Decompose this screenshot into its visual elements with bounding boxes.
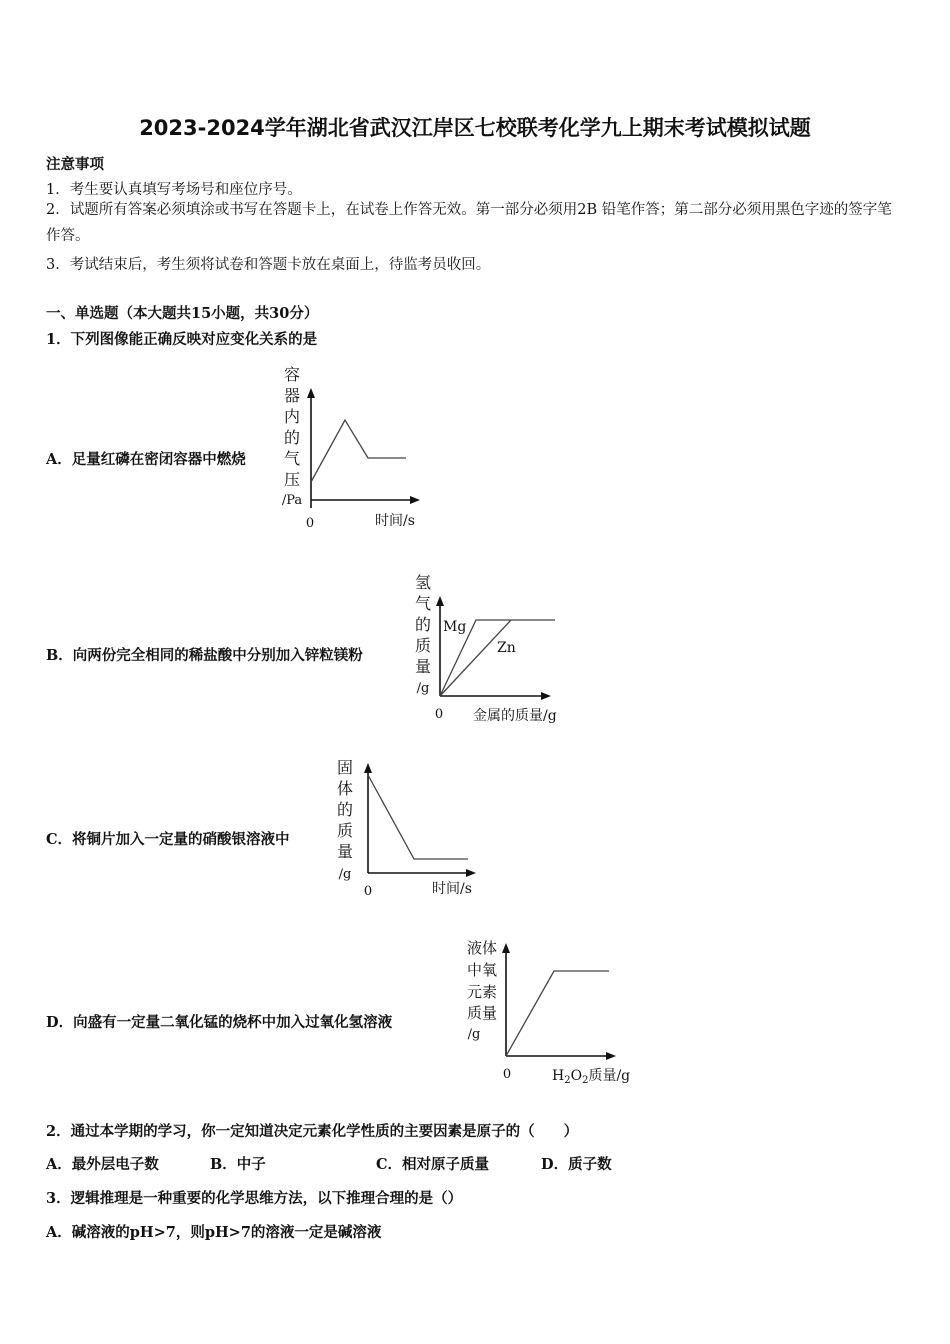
graph-c-y-arrow: [364, 763, 372, 773]
notice-item-1: 1．考生要认真填写考场号和座位序号。: [46, 182, 302, 198]
graph-b: [405, 570, 585, 728]
graph-a-ylabel-char: 内: [283, 407, 301, 426]
graph-a-xlabel: 时间/s: [375, 513, 415, 529]
section-heading: 一、单选题（本大题共15小题，共30分）: [46, 305, 319, 322]
graph-b-series-mg: Mg: [443, 619, 467, 635]
q2-choice-b: B．中子: [210, 1156, 266, 1173]
graph-d-origin: 0: [502, 1067, 512, 1082]
graph-c-origin: 0: [363, 884, 373, 899]
graph-b-y-arrow: [436, 596, 444, 606]
notice-item-3: 3．考试结束后，考生须将试卷和答题卡放在桌面上，待监考员收回。: [46, 257, 491, 273]
graph-b-ylabel-unit: /g: [416, 681, 430, 696]
graph-c-ylabel-char: 的: [336, 800, 354, 819]
graph-a-curve: [311, 420, 406, 482]
graph-d-ylabel-line: 元素: [466, 983, 498, 1001]
graph-d-ylabel-line: 液体: [466, 939, 498, 957]
graph-a-x-arrow: [410, 496, 420, 504]
graph-b-ylabel: [415, 573, 431, 696]
graph-a-ylabel-char: 的: [283, 428, 301, 447]
question-2-stem: 2．通过本学期的学习，你一定知道决定元素化学性质的主要因素是原子的（ ）: [46, 1123, 579, 1140]
graph-a-ylabel-unit: /Pa: [281, 493, 303, 508]
graph-c-ylabel-char: 固: [336, 758, 354, 777]
graph-a-ylabel-char: 压: [283, 470, 301, 489]
graph-a-ylabel-char: 容: [283, 365, 301, 384]
graph-d-ylabel-line: 中氧: [466, 961, 498, 979]
notice-item-2: 2．试题所有答案必须填涂或书写在答题卡上，在试卷上作答无效。第一部分必须用2B 铅笔作答；第二部分必须用黑色字迹的签字笔作答。: [46, 202, 892, 244]
q2-choice-c: C．相对原子质量: [376, 1156, 490, 1173]
graph-b-ylabel-char: 质: [414, 636, 432, 655]
graph-a-ylabel: [282, 365, 303, 508]
q1-option-d-label: D．向盛有一定量二氧化锰的烧杯中加入过氧化氢溶液: [46, 1014, 393, 1031]
q3-choice-a: A．碱溶液的pH>7，则pH>7的溶液一定是碱溶液: [46, 1224, 382, 1241]
graph-d-y-arrow: [502, 943, 510, 953]
graph-d-ylabel-line: 质量: [466, 1004, 498, 1022]
graph-c-ylabel-char: 量: [336, 842, 354, 861]
graph-c-xlabel: 时间/s: [432, 881, 472, 897]
graph-d-curve: [506, 971, 609, 1056]
graph-a-ylabel-char: 器: [283, 386, 301, 405]
graph-d-x-arrow: [606, 1052, 616, 1060]
graph-b-x-arrow: [541, 692, 551, 700]
graph-c-curve: [368, 775, 468, 859]
q1-option-b-label: B．向两份完全相同的稀盐酸中分别加入锌粒镁粉: [46, 647, 363, 664]
q2-choice-a: A．最外层电子数: [46, 1156, 159, 1173]
graph-b-ylabel-char: 量: [414, 657, 432, 676]
graph-b-origin: 0: [434, 707, 444, 722]
question-1-stem: 1．下列图像能正确反映对应变化关系的是: [46, 331, 318, 348]
graph-a-ylabel-char: 气: [283, 449, 301, 468]
graph-a: [270, 360, 440, 535]
q2-choice-d: D．质子数: [541, 1156, 612, 1173]
graph-c-ylabel-char: 体: [336, 779, 354, 798]
page-title: 2023-2024学年湖北省武汉江岸区七校联考化学九上期末考试模拟试题: [139, 116, 811, 140]
graph-d-ylabel-unit: /g: [467, 1027, 481, 1042]
graph-c-ylabel-unit: /g: [338, 867, 352, 882]
graph-a-y-arrow: [307, 388, 315, 398]
notice-heading: 注意事项: [46, 156, 104, 173]
question-3-stem: 3．逻辑推理是一种重要的化学思维方法，以下推理合理的是（）: [46, 1190, 463, 1207]
graph-b-series-zn: Zn: [497, 640, 516, 656]
graph-d: [455, 935, 645, 1090]
graph-c-ylabel-char: 质: [336, 821, 354, 840]
graph-c-ylabel: [337, 758, 353, 882]
q1-option-a-label: A．足量红磷在密闭容器中燃烧: [46, 451, 246, 468]
graph-b-xlabel: 金属的质量/g: [473, 708, 557, 724]
graph-d-xlabel: $H_2O_2$质量/g: [552, 1068, 631, 1086]
graph-a-origin: 0: [305, 516, 315, 531]
graph-d-ylabel: [467, 939, 497, 1042]
graph-c-x-arrow: [466, 869, 476, 877]
graph-b-ylabel-char: 的: [414, 615, 432, 634]
q1-option-c-label: C．将铜片加入一定量的硝酸银溶液中: [46, 831, 290, 848]
graph-c: [330, 755, 500, 905]
graph-b-ylabel-char: 气: [414, 594, 432, 613]
graph-b-ylabel-char: 氢: [414, 573, 432, 592]
